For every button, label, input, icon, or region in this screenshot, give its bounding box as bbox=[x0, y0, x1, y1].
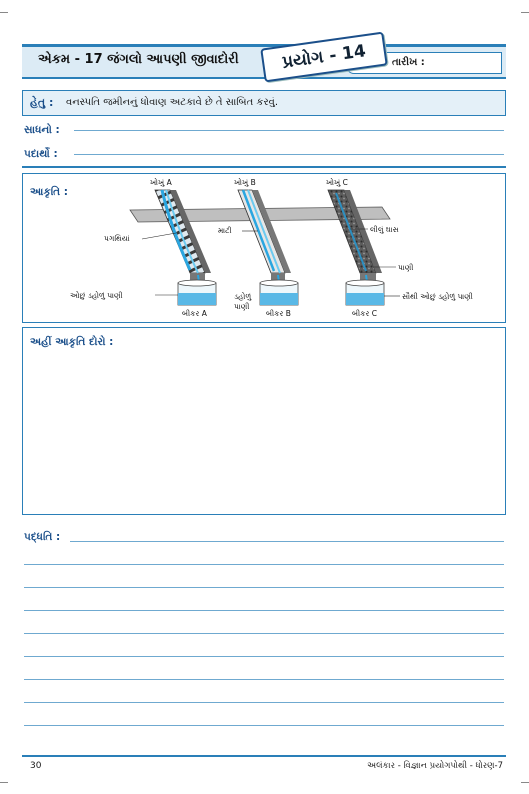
drawing-area[interactable] bbox=[22, 327, 506, 515]
method-line[interactable] bbox=[24, 656, 504, 657]
aim-text: વનસ્પતિ જમીનનું ધોવાણ અટકાવે છે તે સાબિત કરવું. bbox=[66, 97, 279, 108]
least-muddy-water-label: સૌથી ઓછું ડહોળું પાણી bbox=[402, 292, 473, 301]
footer-rule bbox=[22, 755, 506, 757]
method-label: પદ્ધતિ : bbox=[24, 531, 61, 543]
figure-label: આકૃતિ : bbox=[30, 186, 68, 198]
aim-label: હેતુ : bbox=[30, 96, 54, 109]
crop-mark bbox=[521, 782, 529, 783]
page-number: 30 bbox=[30, 761, 42, 771]
beaker-c bbox=[346, 280, 384, 305]
water-label: પાણી bbox=[398, 263, 414, 272]
trough-c-label: ખોખું C bbox=[326, 178, 348, 187]
method-line[interactable] bbox=[24, 587, 504, 588]
beaker-a-label: બીકર A bbox=[182, 309, 207, 318]
method-line[interactable] bbox=[24, 610, 504, 611]
crop-mark bbox=[0, 12, 8, 13]
experiment-badge: પ્રયોગ - 14 bbox=[260, 32, 388, 83]
book-title: અલંકાર - વિજ્ઞાન પ્રયોગપોથી - ધોરણ-7 bbox=[367, 761, 503, 771]
substances-field[interactable] bbox=[74, 154, 504, 155]
method-line[interactable] bbox=[24, 702, 504, 703]
drawing-label: અહીં આકૃતિ દોરો : bbox=[30, 336, 114, 348]
method-line[interactable] bbox=[70, 541, 504, 542]
muddy-water-label-2: પાણી bbox=[234, 302, 250, 311]
substances-label: પદાર્થો : bbox=[24, 148, 58, 160]
beaker-b bbox=[260, 280, 298, 305]
materials-field[interactable] bbox=[74, 130, 504, 131]
soil-erosion-diagram bbox=[70, 175, 500, 321]
steps-label: પગથિયાં bbox=[104, 234, 130, 243]
trough-b-label: ખોખું B bbox=[234, 178, 256, 187]
soil-label: માટી bbox=[218, 226, 232, 235]
muddy-water-label-1: ડહોળું bbox=[234, 292, 252, 301]
method-line[interactable] bbox=[24, 679, 504, 680]
grass-label: લીલું ઘાસ bbox=[370, 225, 399, 234]
section-divider bbox=[22, 166, 506, 168]
beaker-b-label: બીકર B bbox=[266, 309, 291, 318]
trough-a-label: ખોખું A bbox=[150, 178, 172, 187]
method-line[interactable] bbox=[24, 633, 504, 634]
beaker-a bbox=[178, 280, 216, 305]
crop-mark bbox=[521, 12, 529, 13]
crop-mark bbox=[0, 782, 8, 783]
less-muddy-water-label: ઓછું ડહોળું પાણી bbox=[70, 291, 123, 300]
method-line[interactable] bbox=[24, 725, 504, 726]
materials-label: સાધનો : bbox=[24, 124, 60, 136]
beaker-c-label: બીકર C bbox=[352, 309, 377, 318]
trough-b bbox=[238, 190, 291, 281]
trough-c bbox=[328, 190, 382, 281]
date-label: તારીખ : bbox=[392, 57, 425, 68]
unit-title: એકમ - 17 જંગલો આપણી જીવાદોરી bbox=[38, 52, 239, 67]
method-line[interactable] bbox=[24, 564, 504, 565]
